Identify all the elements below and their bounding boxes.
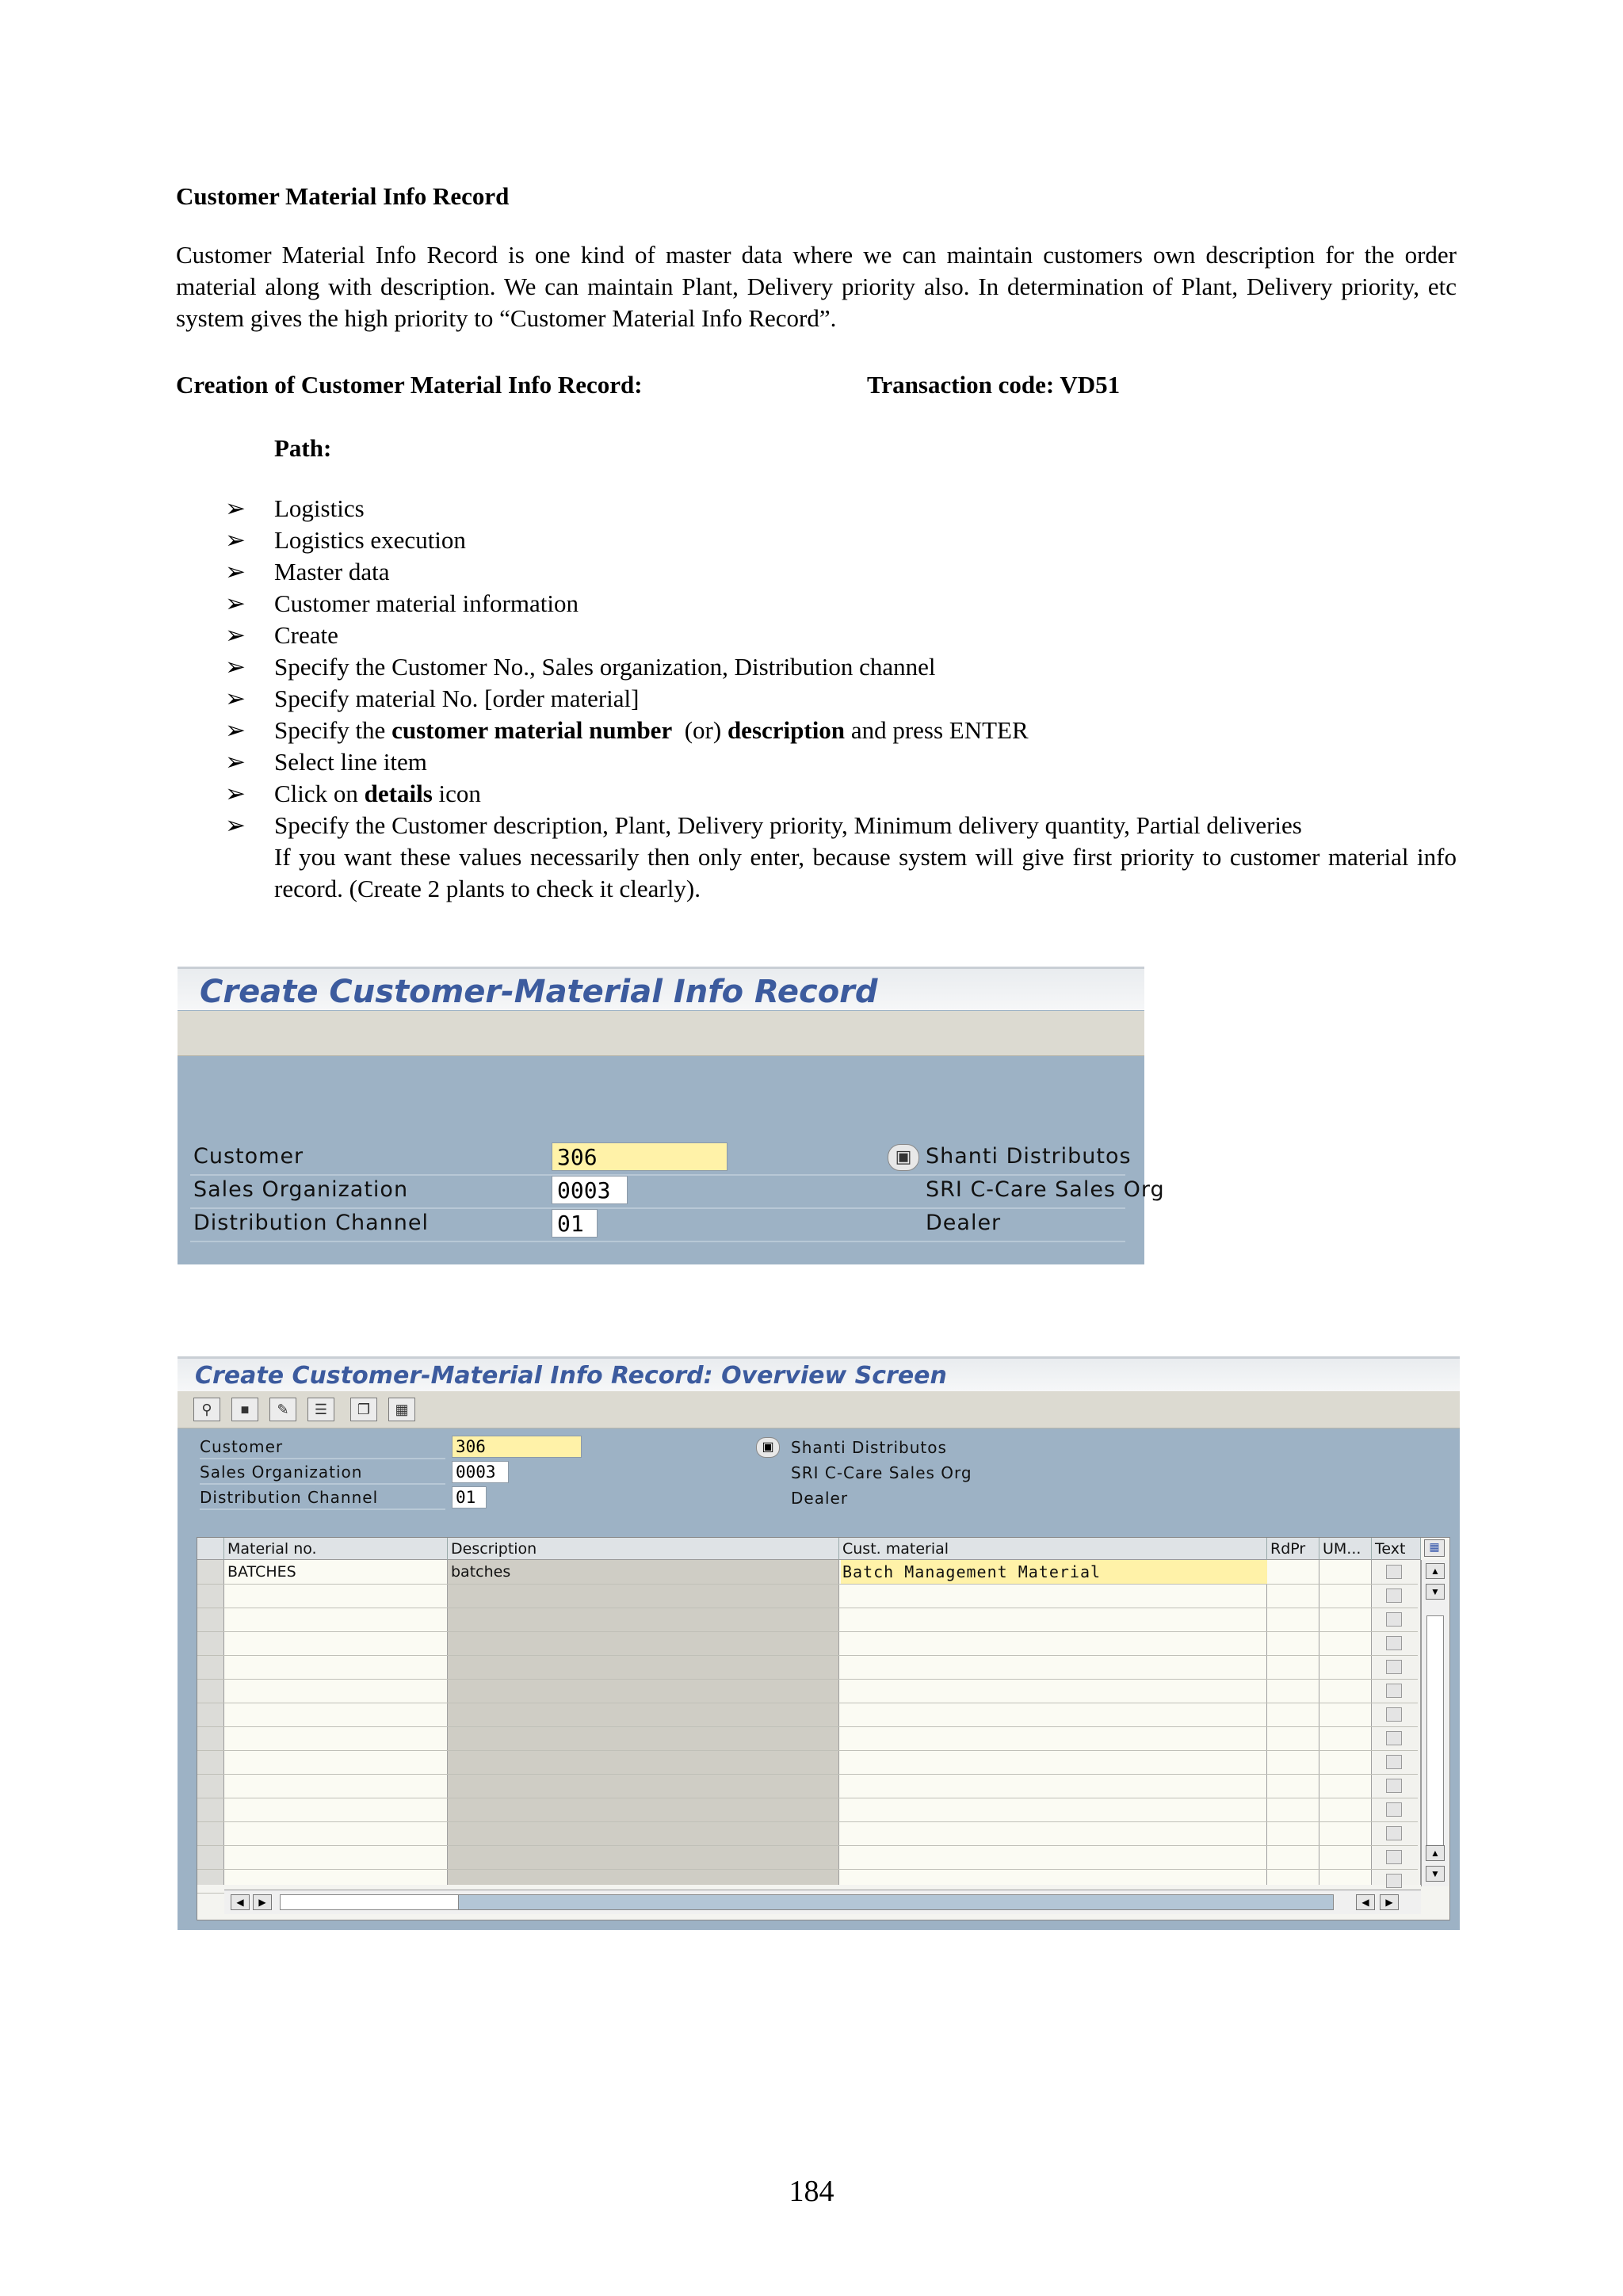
sales-org-row	[197, 1461, 1433, 1485]
table-row-line	[197, 1655, 1418, 1656]
text-checkbox[interactable]	[1386, 1612, 1402, 1627]
column-header-description[interactable]: Description	[448, 1538, 839, 1560]
customer-description: Shanti Distributos	[791, 1438, 947, 1457]
table-row-line	[197, 1845, 1418, 1846]
description-cell: batches	[451, 1563, 511, 1581]
edit-icon[interactable]: ✎	[269, 1398, 296, 1421]
arrow-bullet-icon: ➢	[225, 716, 246, 744]
path-step: ➢ Specify the customer material number (or) description and press ENTER	[225, 715, 1457, 746]
dist-channel-description: Dealer	[791, 1489, 849, 1508]
path-step: ➢ Create	[225, 620, 1457, 651]
text-checkbox[interactable]	[1386, 1802, 1402, 1817]
vertical-scrollbar[interactable]	[1421, 1560, 1449, 1886]
scroll-left-icon[interactable]: ◀	[231, 1894, 250, 1910]
arrow-bullet-icon: ➢	[225, 811, 246, 839]
customer-label: Customer	[200, 1437, 445, 1459]
application-toolbar	[178, 1011, 1144, 1056]
cust-material-cell[interactable]: Batch Management Material	[842, 1562, 1102, 1581]
screen-title: Create Customer-Material Info Record: Overview Screen	[195, 1362, 947, 1390]
path-step: ➢ Customer material information	[225, 588, 1457, 620]
table-icon[interactable]: ▦	[388, 1398, 415, 1421]
horizontal-scroll-track[interactable]	[280, 1894, 1334, 1910]
sales-org-input[interactable]: 0003	[452, 1461, 509, 1483]
text-checkbox[interactable]	[1386, 1636, 1402, 1650]
path-step: ➢ Specify the Customer No., Sales organization, Distribution channel	[225, 651, 1457, 683]
column-header-text[interactable]: Text	[1372, 1538, 1421, 1560]
text-checkbox[interactable]	[1386, 1660, 1402, 1674]
text-checkbox[interactable]	[1386, 1755, 1402, 1769]
path-step: ➢ Specify material No. [order material]	[225, 683, 1457, 715]
details-icon[interactable]: ⚲	[193, 1398, 220, 1421]
path-label: Path:	[274, 434, 332, 462]
rdpr-column[interactable]	[1267, 1560, 1319, 1885]
text-checkbox[interactable]	[1386, 1565, 1402, 1579]
table-row-line	[197, 1821, 1418, 1822]
sap-overview-screen	[178, 1356, 1460, 1930]
material-no-cell[interactable]: BATCHES	[227, 1563, 296, 1581]
sales-org-label: Sales Organization	[193, 1177, 409, 1202]
arrow-bullet-icon: ➢	[225, 589, 246, 617]
arrow-bullet-icon: ➢	[225, 558, 246, 585]
path-step: ➢ Specify the Customer description, Plant, Delivery priority, Minimum delivery quantity, Partial deliveries If you want these values necessarily then only enter, because system will give first priority to customer material info record. (Create 2 plants to check it clearly).	[225, 810, 1457, 905]
arrow-bullet-icon: ➢	[225, 685, 246, 712]
table-row-line	[197, 1679, 1418, 1680]
page-heading: Customer Material Info Record	[176, 182, 510, 210]
table-row-line	[197, 1726, 1418, 1727]
cust-material-column[interactable]	[839, 1560, 1267, 1885]
sales-org-label: Sales Organization	[200, 1463, 445, 1485]
path-step: ➢ Click on details icon	[225, 778, 1457, 810]
text-checkbox[interactable]	[1386, 1874, 1402, 1888]
arrow-bullet-icon: ➢	[225, 621, 246, 649]
select-all-header[interactable]	[197, 1538, 224, 1560]
text-checkbox[interactable]	[1386, 1707, 1402, 1722]
table-row-line	[197, 1869, 1418, 1870]
sap-title-bar	[178, 1356, 1460, 1394]
column-settings-icon[interactable]: ▦	[1424, 1539, 1445, 1557]
dist-channel-input[interactable]: 01	[452, 1486, 487, 1508]
description-column	[448, 1560, 839, 1885]
material-no-column[interactable]	[224, 1560, 448, 1885]
sap-title-bar	[178, 967, 1144, 1010]
table-row-line	[197, 1631, 1418, 1632]
path-steps-list	[225, 493, 1457, 905]
horizontal-scroll-thumb[interactable]	[281, 1895, 459, 1909]
scroll-page-up-icon[interactable]: ▲	[1426, 1845, 1445, 1861]
path-step: ➢ Master data	[225, 556, 1457, 588]
arrow-bullet-icon: ➢	[225, 653, 246, 681]
table-row-line	[197, 1750, 1418, 1751]
intro-paragraph: Customer Material Info Record is one kind of master data where we can maintain customers own description for the order material along with description. We can maintain Plant, Delivery priority also. In determination of Plant, Delivery priority, etc system gives the high priority to “Customer Material Info Record”.	[176, 241, 1457, 332]
um-column[interactable]	[1319, 1560, 1372, 1885]
arrow-bullet-icon: ➢	[225, 748, 246, 776]
list-icon[interactable]: ☰	[307, 1398, 334, 1421]
scroll-down-icon[interactable]: ▼	[1426, 1584, 1445, 1600]
scroll-page-down-icon[interactable]: ▼	[1426, 1866, 1445, 1882]
scroll-right-icon[interactable]: ▶	[253, 1894, 272, 1910]
customer-input[interactable]: 306	[552, 1142, 727, 1171]
horizontal-scrollbar[interactable]	[224, 1890, 1421, 1914]
arrow-bullet-icon: ➢	[225, 780, 246, 807]
customer-label: Customer	[193, 1144, 304, 1169]
text-checkbox[interactable]	[1386, 1589, 1402, 1603]
transaction-code: Transaction code: VD51	[867, 371, 1121, 399]
dist-channel-row	[197, 1486, 1433, 1510]
material-table	[197, 1537, 1450, 1920]
table-row-line	[197, 1584, 1418, 1585]
sap-initial-screen	[178, 967, 1165, 1264]
creation-title: Creation of Customer Material Info Record:	[176, 371, 643, 399]
sales-org-description: SRI C-Care Sales Org	[791, 1463, 972, 1482]
sales-org-row	[190, 1176, 1165, 1209]
table-row-line	[197, 1774, 1418, 1775]
path-step: ➢ Select line item	[225, 746, 1457, 778]
save-icon[interactable]: ■	[231, 1398, 258, 1421]
dist-channel-row	[190, 1209, 1125, 1242]
customer-row	[190, 1142, 1132, 1176]
sales-org-input[interactable]: 0003	[552, 1176, 628, 1204]
dist-channel-label: Distribution Channel	[200, 1488, 445, 1510]
creation-heading	[176, 369, 1457, 401]
customer-description: Shanti Distributos	[926, 1144, 1132, 1169]
application-toolbar	[178, 1391, 1460, 1428]
text-checkbox[interactable]	[1386, 1850, 1402, 1864]
vertical-scroll-thumb[interactable]	[1426, 1615, 1444, 1853]
copy-icon[interactable]: ❐	[350, 1398, 377, 1421]
text-checkbox[interactable]	[1386, 1684, 1402, 1698]
search-help-icon[interactable]: ▣	[756, 1437, 780, 1458]
dist-channel-description: Dealer	[926, 1211, 1002, 1235]
path-note: If you want these values necessarily then only enter, because system will give first priority to customer material info record. (Create 2 plants to check it clearly).	[274, 843, 1457, 902]
text-checkbox[interactable]	[1386, 1731, 1402, 1745]
search-help-icon[interactable]: ▣	[888, 1144, 919, 1171]
page-number: 184	[789, 2175, 834, 2208]
column-header-rdpr[interactable]: RdPr	[1267, 1538, 1319, 1560]
screen-title: Create Customer-Material Info Record	[200, 974, 878, 1010]
arrow-bullet-icon: ➢	[225, 494, 246, 522]
row-selector-column[interactable]	[197, 1560, 224, 1885]
path-step: ➢ Logistics execution	[225, 524, 1457, 556]
dist-channel-label: Distribution Channel	[193, 1211, 429, 1235]
arrow-bullet-icon: ➢	[225, 526, 246, 554]
column-header-cust-material[interactable]: Cust. material	[839, 1538, 1267, 1560]
sales-org-description: SRI C-Care Sales Org	[926, 1177, 1165, 1202]
customer-input[interactable]: 306	[452, 1436, 582, 1458]
scroll-up-icon[interactable]: ▲	[1426, 1563, 1445, 1579]
text-checkbox[interactable]	[1386, 1779, 1402, 1793]
text-checkbox[interactable]	[1386, 1826, 1402, 1840]
column-header-um[interactable]: UM...	[1319, 1538, 1372, 1560]
scroll-left-end-icon[interactable]: ◀	[1356, 1894, 1375, 1910]
path-step: ➢ Logistics	[225, 493, 1457, 524]
scroll-right-end-icon[interactable]: ▶	[1380, 1894, 1399, 1910]
customer-row	[197, 1436, 1433, 1459]
dist-channel-input[interactable]: 01	[552, 1209, 598, 1238]
column-header-material-no[interactable]: Material no.	[224, 1538, 448, 1560]
